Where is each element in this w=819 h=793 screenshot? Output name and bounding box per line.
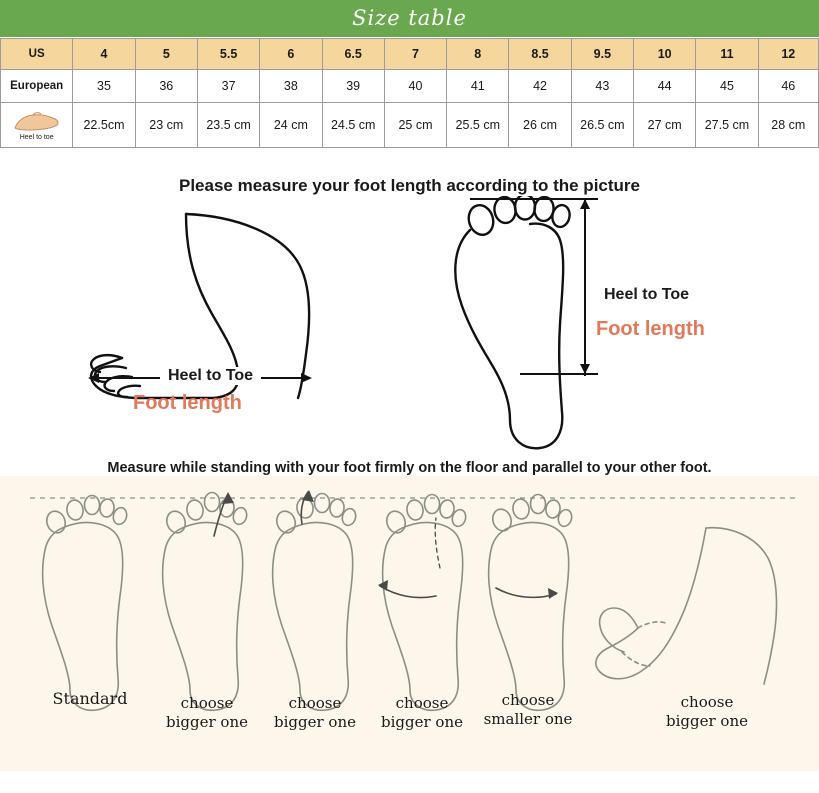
- cell-us-3: 6: [260, 39, 322, 70]
- size-table-section: [0, 0, 819, 148]
- size-table: [0, 38, 819, 148]
- foot-caption-4: choose smaller one: [483, 691, 573, 728]
- cell-us-1: 5: [135, 39, 197, 70]
- row-header-us: US: [1, 39, 73, 70]
- cell-eu-8: 43: [571, 70, 633, 103]
- cell-cm-11: 28 cm: [758, 103, 818, 148]
- foot-type-2: [163, 492, 249, 710]
- cell-cm-8: 26.5 cm: [571, 103, 633, 148]
- table-row-heel-to-toe: [1, 103, 819, 148]
- row-header-european: European: [1, 70, 73, 103]
- side-foot-length-label: Foot length: [133, 392, 242, 414]
- cell-cm-9: 27 cm: [634, 103, 696, 148]
- cell-us-6: 8: [447, 39, 509, 70]
- cell-eu-3: 38: [260, 70, 322, 103]
- cell-eu-7: 42: [509, 70, 571, 103]
- foot-measure-icon-label: Heel to toe: [19, 133, 54, 141]
- foot-type-3: [273, 490, 358, 710]
- size-table-title: Size table: [0, 0, 819, 38]
- cell-cm-3: 24 cm: [260, 103, 322, 148]
- foot-type-4: [378, 495, 468, 711]
- top-heel-to-toe-label: Heel to Toe: [604, 286, 690, 303]
- table-row-us: [1, 39, 819, 70]
- cell-cm-6: 25.5 cm: [447, 103, 509, 148]
- foot-caption-0-text: Standard: [52, 689, 128, 708]
- cell-us-4: 6.5: [322, 39, 384, 70]
- cell-us-5: 7: [384, 39, 446, 70]
- cell-us-11: 12: [758, 39, 818, 70]
- foot-standard: [43, 496, 129, 711]
- foot-type-6-side: [596, 528, 777, 684]
- side-heel-to-toe-label: Heel to Toe: [160, 367, 261, 385]
- cell-eu-10: 45: [696, 70, 758, 103]
- cell-eu-6: 41: [447, 70, 509, 103]
- cell-us-9: 10: [634, 39, 696, 70]
- cell-us-10: 11: [696, 39, 758, 70]
- foot-type-5: [489, 495, 574, 711]
- foot-types-panel: [0, 476, 819, 771]
- cell-eu-9: 44: [634, 70, 696, 103]
- cell-us-2: 5.5: [197, 39, 259, 70]
- measurement-diagram: [0, 196, 819, 454]
- standing-heading: Measure while standing with your foot firmly on the floor and parallel to your other foot.: [107, 460, 712, 476]
- cell-eu-1: 36: [135, 70, 197, 103]
- row-header-heel-to-toe: [1, 103, 73, 148]
- foot-caption-5: choose bigger one: [666, 693, 748, 730]
- foot-measure-icon: [11, 110, 63, 132]
- cell-eu-0: 35: [73, 70, 135, 103]
- foot-caption-1: choose bigger one: [166, 694, 248, 731]
- cell-us-0: 4: [73, 39, 135, 70]
- foot-caption-3: choose bigger one: [381, 694, 463, 731]
- cell-cm-10: 27.5 cm: [696, 103, 758, 148]
- cell-cm-2: 23.5 cm: [197, 103, 259, 148]
- cell-cm-0: 22.5cm: [73, 103, 135, 148]
- cell-eu-4: 39: [322, 70, 384, 103]
- cell-eu-5: 40: [384, 70, 446, 103]
- cell-eu-2: 37: [197, 70, 259, 103]
- table-row-european: [1, 70, 819, 103]
- cell-us-8: 9.5: [571, 39, 633, 70]
- cell-cm-4: 24.5 cm: [322, 103, 384, 148]
- top-foot-illustration: [455, 196, 571, 448]
- top-foot-length-label: Foot length: [596, 318, 705, 340]
- cell-us-7: 8.5: [509, 39, 571, 70]
- cell-eu-11: 46: [758, 70, 818, 103]
- measure-heading: Please measure your foot length according to the picture: [179, 176, 640, 195]
- foot-caption-2: choose bigger one: [274, 694, 356, 731]
- cell-cm-1: 23 cm: [135, 103, 197, 148]
- cell-cm-5: 25 cm: [384, 103, 446, 148]
- cell-cm-7: 26 cm: [509, 103, 571, 148]
